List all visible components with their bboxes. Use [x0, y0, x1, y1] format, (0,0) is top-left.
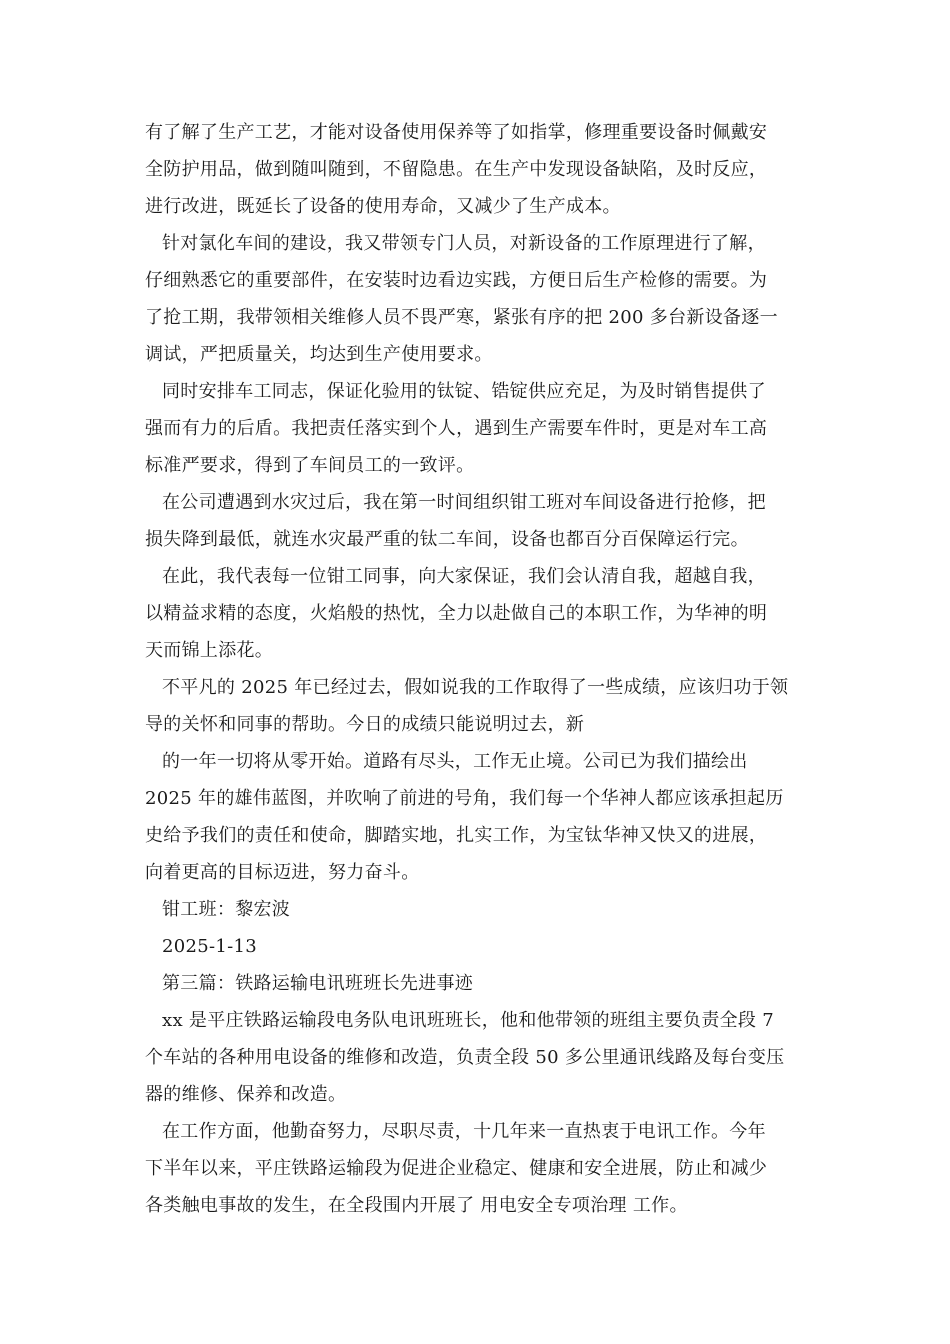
text-line: xx 是平庄铁路运输段电务队电讯班班长，他和他带领的班组主要负责全段 7: [162, 1010, 774, 1031]
text-line: 下半年以来，平庄铁路运输段为促进企业稳定、健康和安全进展，防止和减少: [145, 1158, 768, 1179]
text-line: 个车站的各种用电设备的维修和改造，负责全段 50 多公里通讯线路及每台变压: [145, 1047, 785, 1068]
text-line: 在工作方面，他勤奋努力，尽职尽责，十几年来一直热衷于电讯工作。今年: [162, 1121, 766, 1142]
text-line: 天而锦上添花。: [145, 640, 274, 661]
text-line: 进行改进，既延长了设备的使用寿命，又减少了生产成本。: [145, 196, 621, 217]
text-line: 在公司遭遇到水灾过后，我在第一时间组织钳工班对车间设备进行抢修，把: [162, 492, 766, 513]
text-line: 在此，我代表每一位钳工同事，向大家保证，我们会认清自我，超越自我，: [162, 566, 766, 587]
text-line: 以精益求精的态度，火焰般的热忱，全力以赴做自己的本职工作，为华神的明: [145, 603, 768, 624]
text-line: 调试，严把质量关，均达到生产使用要求。: [145, 344, 493, 365]
text-line: 向着更高的目标迈进，努力奋斗。: [145, 862, 420, 883]
text-line: 标准严要求，得到了车间员工的一致评。: [145, 455, 475, 476]
document-page: [145, 114, 807, 1224]
text-line: 了抢工期，我带领相关维修人员不畏严寒，紧张有序的把 200 多台新设备逐一: [145, 307, 778, 328]
text-line: 第三篇：铁路运输电讯班班长先进事迹: [162, 973, 474, 994]
text-line: 钳工班：黎宏波: [162, 899, 291, 920]
text-line: 全防护用品，做到随叫随到，不留隐患。在生产中发现设备缺陷，及时反应，: [145, 159, 768, 180]
text-line: 的一年一切将从零开始。道路有尽头，工作无止境。公司已为我们描绘出: [162, 751, 748, 772]
text-line: 导的关怀和同事的帮助。今日的成绩只能说明过去，新: [145, 714, 585, 735]
text-line: 强而有力的后盾。我把责任落实到个人，遇到生产需要车件时，更是对车工高: [145, 418, 768, 439]
text-line: 器的维修、保养和改造。: [145, 1084, 347, 1105]
text-line: 2025 年的雄伟蓝图，并吹响了前进的号角，我们每一个华神人都应该承担起历: [145, 788, 784, 809]
text-line: 损失降到最低，就连水灾最严重的钛二车间，设备也都百分百保障运行完。: [145, 529, 749, 550]
document-body: [145, 114, 807, 1224]
text-line: 仔细熟悉它的重要部件，在安装时边看边实践，方便日后生产检修的需要。为: [145, 270, 768, 291]
text-line: 各类触电事故的发生，在全段围内开展了 用电安全专项治理 工作。: [145, 1195, 688, 1216]
text-line: 有了解了生产工艺，才能对设备使用保养等了如指掌，修理重要设备时佩戴安: [145, 122, 768, 143]
text-line: 同时安排车工同志，保证化验用的钛锭、锆锭供应充足，为及时销售提供了: [162, 381, 766, 402]
text-line: 针对氯化车间的建设，我又带领专门人员，对新设备的工作原理进行了解，: [162, 233, 766, 254]
text-line: 不平凡的 2025 年已经过去，假如说我的工作取得了一些成绩，应该归功于领: [162, 677, 789, 698]
text-line: 史给予我们的责任和使命，脚踏实地，扎实工作，为宝钛华神又快又的进展，: [145, 825, 768, 846]
text-line: 2025-1-13: [162, 936, 258, 957]
